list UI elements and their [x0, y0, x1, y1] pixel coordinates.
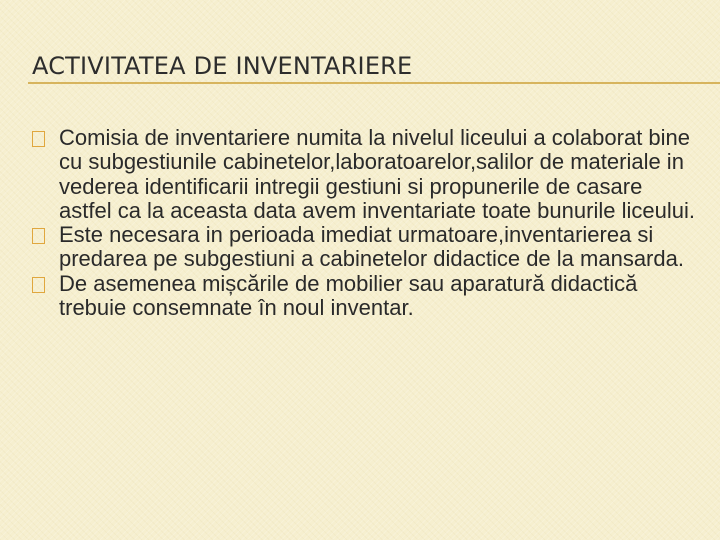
title-underline — [28, 82, 720, 84]
bullet-text: Este necesara in perioada imediat urmatoare,inventarierea si predarea pe subgestiuni a cabinetelor didactice de la mansarda. — [59, 222, 684, 272]
square-bullet-icon — [32, 131, 45, 147]
square-bullet-icon — [32, 228, 45, 244]
bullet-text: De asemenea mișcările de mobilier sau aparatură didactică trebuie consemnate în noul inventar. — [59, 270, 638, 321]
bullet-item — [32, 126, 696, 223]
bullet-item — [32, 223, 696, 272]
square-bullet-icon — [32, 277, 45, 293]
bullet-item — [32, 272, 696, 321]
slide-title: ACTIVITATEA DE INVENTARIERE — [32, 52, 413, 80]
bullet-list — [32, 126, 696, 320]
bullet-text: Comisia de inventariere numita la nivelul liceului a colaborat bine cu subgestiunile cabinetelor,laboratoarelor,salilor de materiale in vederea identificarii intregii gestiuni si propunerile de casare astfel ca la aceasta data avem inventariate toate bunurile liceului. — [59, 125, 695, 223]
